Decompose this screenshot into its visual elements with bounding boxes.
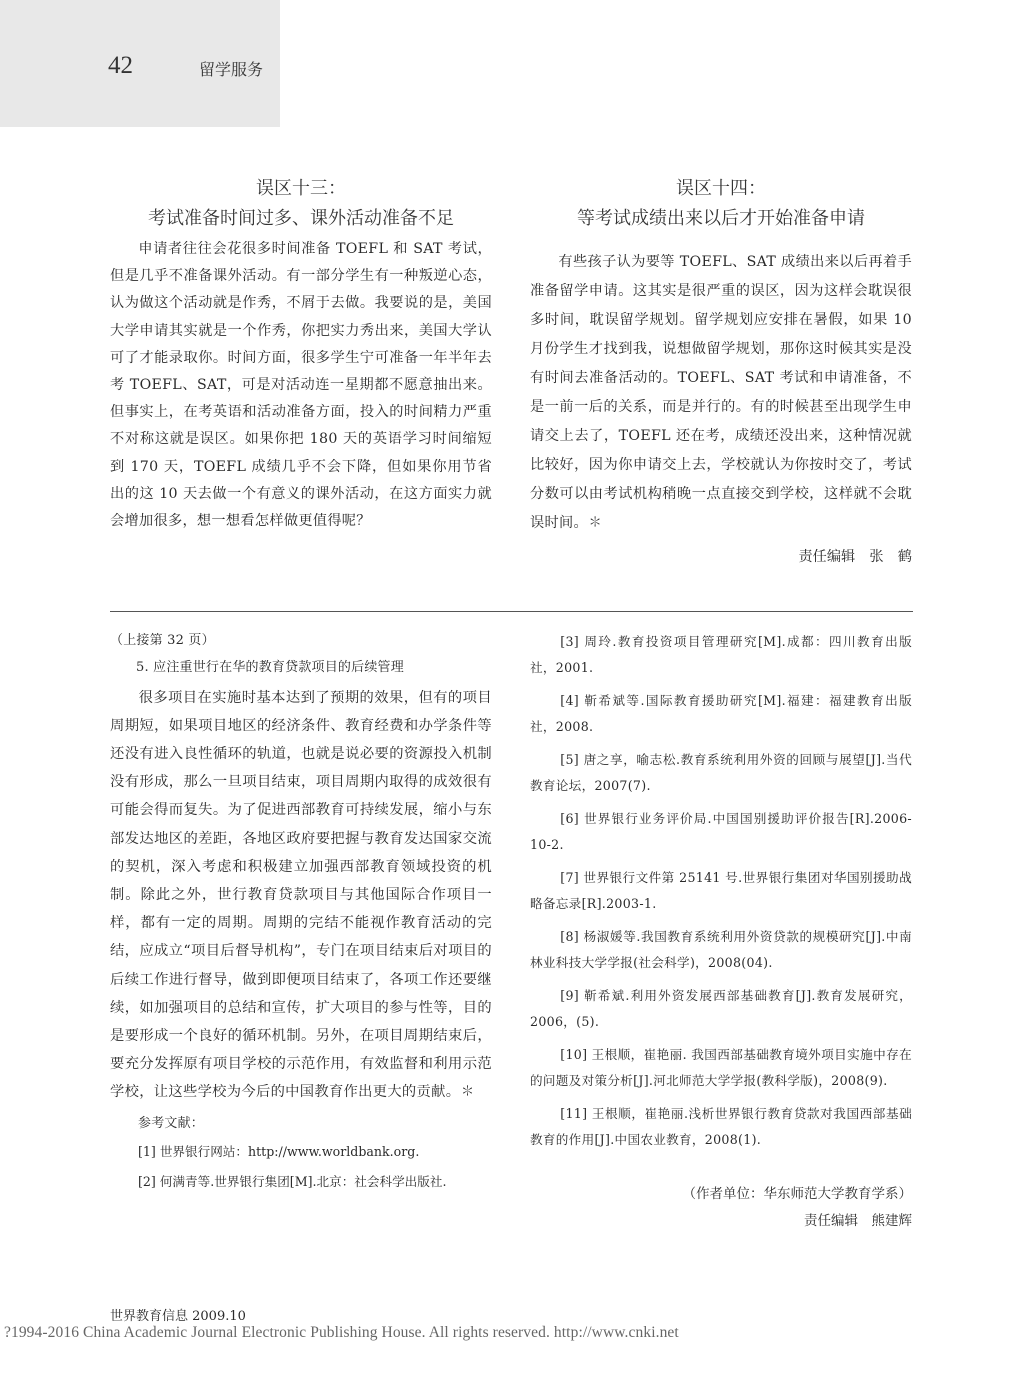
left-body: 申请者往往会花很多时间准备 TOEFL 和 SAT 考试，但是几乎不准备课外活动。有一部分学生有一种叛逆心态，认为做这个活动就是作秀，不屑于去做。我要说的是，美国大学申请其实就是一个作秀，你把实力秀出来，美国大学认可了才能录取你。时间方面，很多学生宁可准备一年半年去考 TOEFL、SAT，可是对活动连一星期都不愿意抽出来。但事实上，在考英语和活动准备方面，投入的时间精力严重不对称这就是误区。如果你把 180 天的英语学习时间缩短到 170 天，TOEFL 成绩几乎不会下降，但如果你用节省出的这 10 天去做一个有意义的课外活动，在这方面实力就会增加很多，想一想看怎样做更值得呢？ — [110, 241, 492, 530]
reference-item: [8] 杨淑媛等.我国教育系统利用外资贷款的规模研究[J].中南林业科技大学学报(社会科学)，2008(04). — [530, 929, 912, 970]
copyright-footer: ?1994-2016 China Academic Journal Electronic Publishing House. All rights reserved. http://www.cnki.net — [4, 1324, 679, 1341]
reference-item: [10] 王根顺，崔艳丽. 我国西部基础教育境外项目实施中存在的问题及对策分析[J].河北师范大学学报(教科学版)，2008(9). — [530, 1047, 912, 1088]
right-editor: 责任编辑 张 鹤 — [798, 549, 912, 565]
references-heading: 参考文献： — [138, 1115, 205, 1131]
page-number: 42 — [108, 52, 133, 79]
section-divider — [110, 611, 913, 612]
reference-item: [11] 王根顺，崔艳丽.浅析世界银行教育贷款对我国西部基础教育的作用[J].中国农业教育，2008(1). — [530, 1106, 912, 1147]
left-title-line1: 误区十三： — [256, 178, 346, 199]
right-title-line2: 等考试成绩出来以后才开始准备申请 — [577, 208, 865, 229]
right-article — [530, 174, 912, 571]
right-title-line1: 误区十四： — [676, 178, 766, 199]
author-unit: （作者单位：华东师范大学教育学系） — [682, 1186, 912, 1202]
reference-item: [2] 何满青等.世界银行集团[M].北京：社会科学出版社. — [138, 1174, 447, 1190]
publication-footer: 世界教育信息 2009.10 — [110, 1309, 246, 1324]
reference-item: [9] 靳希斌.利用外资发展西部基础教育[J].教育发展研究，2006，(5). — [530, 988, 912, 1029]
lower-editor: 责任编辑 熊建辉 — [804, 1213, 912, 1229]
reference-item: [4] 靳希斌等.国际教育援助研究[M].福建：福建教育出版社，2008. — [530, 693, 912, 734]
lower-left-body: 很多项目在实施时基本达到了预期的效果，但有的项目周期短，如果项目地区的经济条件、教育经费和办学条件等还没有进入良性循环的轨道，也就是说必要的资源投入机制没有形成，那么一旦项目结束，项目周期内取得的成效很有可能会得而复失。为了促进西部教育可持续发展，缩小与东部发达地区的差距，各地区政府要把握与教育发达国家交流的契机，深入考虑和积极建立加强西部教育领域投资的机制。除此之外，世行教育贷款项目与其他国际合作项目一样，都有一定的周期。周期的完结不能视作教育活动的完结，应成立“项目后督导机构”，专门在项目结束后对项目的后续工作进行督导，做到即便项目结束了，各项工作还要继续，如加强项目的总结和宣传，扩大项目的参与性等，目的是要形成一个良好的循环机制。另外，在项目周期结束后，要充分发挥原有项目学校的示范作用，有效监督和利用示范学校，让这些学校为今后的中国教育作出更大的贡献。✽ — [110, 689, 492, 1101]
section-name: 留学服务 — [199, 60, 264, 79]
left-article — [110, 174, 492, 535]
reference-item: [5] 唐之享，喻志松.教育系统利用外资的回顾与展望[J].当代教育论坛，2007(7). — [530, 752, 912, 793]
reference-item: [7] 世界银行文件第 25141 号.世界银行集团对华国别援助战略备忘录[R].2003-1. — [530, 870, 912, 911]
reference-item: [3] 周玲.教育投资项目管理研究[M].成都：四川教育出版社，2001. — [530, 634, 912, 675]
reference-item: [6] 世界银行业务评价局.中国国别援助评价报告[R].2006-10-2. — [530, 811, 912, 852]
lower-left-article — [110, 628, 492, 1197]
continued-note: （上接第 32 页） — [110, 633, 215, 648]
left-title-line2: 考试准备时间过多、课外活动准备不足 — [148, 208, 454, 229]
reference-item: [1] 世界银行网站：http://www.worldbank.org. — [138, 1144, 420, 1160]
right-body: 有些孩子认为要等 TOEFL、SAT 成绩出来以后再着手准备留学申请。这其实是很严重的误区，因为这样会耽误很多时间，耽误留学规划。留学规划应安排在暑假，如果 10 月份学生才找到我，说想做留学规划，那你这时候其实是没有时间去准备活动的。TOEFL、SAT 考试和申请准备，不是一前一后的关系，而是并行的。有的时候甚至出现学生申请交上去了，TOEFL 还在考，成绩还没出来，这种情况就比较好，因为你申请交上去，学校就认为你按时交了，考试分数可以由考试机构稍晚一点直接交到学校，这样就不会耽误时间。✽ — [530, 254, 912, 531]
subheading: 5. 应注重世行在华的教育贷款项目的后续管理 — [136, 659, 404, 675]
lower-right-references — [530, 629, 912, 1235]
